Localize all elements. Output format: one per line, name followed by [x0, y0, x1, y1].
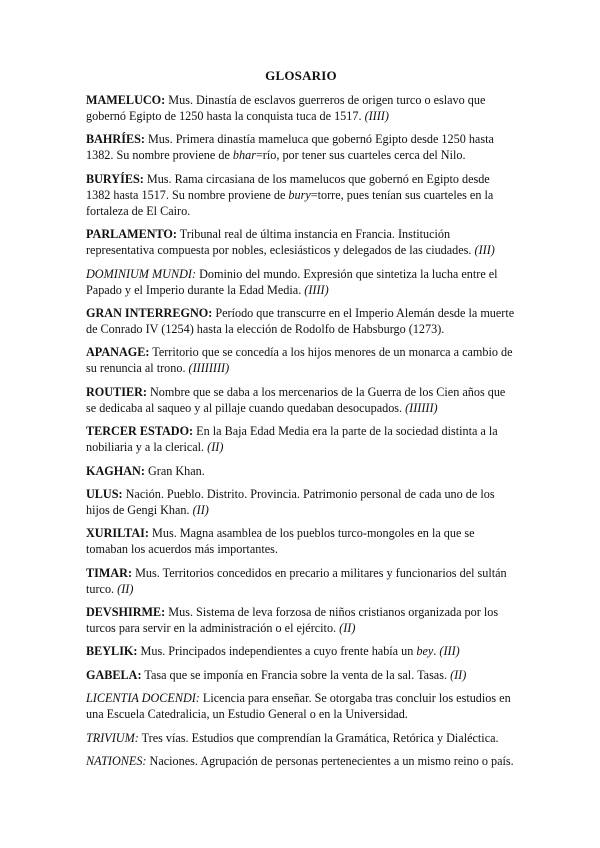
glossary-entry [86, 486, 516, 518]
glossary-entry [86, 604, 516, 636]
glossary-entry [86, 92, 516, 124]
document-page [86, 68, 516, 776]
definition-text: Territorio que se concedía a los hijos menores de un monarca a cambio de su renuncia al trono. [86, 345, 513, 376]
glossary-term: TIMAR: [86, 565, 133, 580]
glossary-term: BAHRÍES: [86, 132, 145, 147]
glossary-entry [86, 305, 516, 337]
reference-marker: (IIII) [304, 282, 329, 297]
definition-text: Período que transcurre en el Imperio Alemán desde la muerte de Conrado IV (1254) hasta la elección de Rodolfo de Habsburgo (1273). [86, 305, 515, 336]
definition-text: =río, por tener sus cuarteles cerca del Nilo. [255, 148, 466, 163]
glossary-entry [86, 667, 516, 683]
glossary-term: GABELA: [86, 667, 142, 682]
italic-word: bey [416, 644, 434, 659]
glossary-list [86, 92, 516, 769]
glossary-term: GRAN INTERREGNO: [86, 305, 213, 320]
reference-marker: (IIII) [364, 109, 389, 123]
reference-marker: (II) [207, 440, 224, 455]
glossary-term: PARLAMENTO: [86, 227, 177, 242]
glossary-entry [86, 344, 516, 376]
glossary-term: LICENTIA DOCENDI: [86, 691, 200, 706]
reference-marker: (II) [339, 621, 356, 636]
glossary-entry [86, 690, 516, 722]
definition-text: En la Baja Edad Media era la parte de la sociedad distinta a la nobiliaria y a la clerical. [86, 424, 498, 455]
glossary-term: ULUS: [86, 486, 123, 501]
definition-text: Mus. Principados independientes a cuyo frente había un [137, 644, 417, 659]
reference-marker: (III) [474, 243, 495, 258]
glossary-entry [86, 730, 516, 746]
glossary-entry [86, 226, 516, 258]
glossary-entry [86, 565, 516, 597]
reference-marker: (III) [439, 644, 460, 659]
reference-marker: (II) [450, 667, 467, 682]
definition-text: Tres vías. Estudios que comprendían la Gramática, Retórica y Dialéctica. [138, 730, 499, 745]
definition-text: Gran Khan. [144, 463, 205, 478]
definition-text: Dominio del mundo. Expresión que sintetiza la lucha entre el Papado y el Imperio durante la Edad Media. [86, 266, 498, 297]
glossary-term: DEVSHIRME: [86, 605, 166, 620]
italic-word: bhar [232, 148, 256, 163]
definition-text: Mus. Dinastía de esclavos guerreros de origen turco o eslavo que gobernó Egipto de 1250 hasta la conquista tuca de 1517. [86, 93, 486, 123]
page-title: GLOSARIO [265, 68, 337, 83]
reference-marker: (II) [117, 581, 134, 596]
glossary-term: BURYÍES: [86, 171, 144, 186]
glossary-term: NATIONES: [86, 754, 147, 769]
glossary-entry [86, 266, 516, 298]
glossary-term: TRIVIUM: [86, 730, 139, 745]
glossary-entry [86, 643, 516, 659]
definition-text: Licencia para enseñar. Se otorgaba tras concluir los estudios en una Escuela Catedralicia, un Estudio General o en la Universidad. [86, 691, 511, 722]
glossary-entry [86, 525, 516, 557]
glossary-term: DOMINIUM MUNDI: [86, 266, 197, 281]
glossary-entry [86, 753, 516, 769]
definition-text: Tasa que se imponía en Francia sobre la venta de la sal. Tasas. [141, 667, 451, 682]
definition-text: Tribunal real de última instancia en Francia. Institución representativa compuesta por nobles, eclesiásticos y delegados de las ciudades. [86, 227, 475, 258]
definition-text: Mus. Magna asamblea de los pueblos turco-mongoles en la que se tomaban los acuerdos más importantes. [86, 526, 475, 557]
glossary-term: KAGHAN: [86, 463, 145, 478]
glossary-term: MAMELUCO: [86, 93, 166, 107]
glossary-term: XURILTAI: [86, 526, 149, 541]
glossary-entry [86, 384, 516, 416]
glossary-term: BEYLIK: [86, 644, 138, 659]
glossary-entry [86, 171, 516, 219]
glossary-term: ROUTIER: [86, 384, 147, 399]
glossary-entry [86, 463, 516, 479]
definition-text: . [433, 644, 440, 659]
reference-marker: (IIIIIIII) [188, 361, 230, 376]
definition-text: Mus. Sistema de leva forzosa de niños cristianos organizada por los turcos para servir en la administración o el ejército. [86, 605, 499, 636]
reference-marker: (II) [192, 502, 209, 517]
glossary-entry [86, 423, 516, 455]
definition-text: Naciones. Agrupación de personas pertenecientes a un mismo reino o país. [146, 754, 514, 769]
glossary-term: TERCER ESTADO: [86, 424, 194, 439]
glossary-entry [86, 131, 516, 163]
reference-marker: (IIIIII) [405, 400, 438, 415]
definition-text: Mus. Rama circasiana de los mamelucos que gobernó en Egipto desde 1382 hasta 1517. Su nombre proviene de [86, 171, 490, 202]
glossary-term: APANAGE: [86, 345, 150, 360]
italic-word: bury [288, 187, 311, 202]
definition-text: Nación. Pueblo. Distrito. Provincia. Patrimonio personal de cada uno de los hijos de Gengi Khan. [86, 486, 495, 517]
definition-text: Nombre que se daba a los mercenarios de la Guerra de los Cien años que se dedicaba al saqueo y al pillaje cuando quedaban desocupados. [86, 384, 506, 415]
definition-text: =torre, pues tenían sus cuarteles en la fortaleza de El Cairo. [86, 187, 494, 218]
definition-text: Mus. Territorios concedidos en precario a militares y funcionarios del sultán turco. [86, 565, 507, 596]
definition-text: Mus. Primera dinastía mameluca que gobernó Egipto desde 1250 hasta 1382. Su nombre proviene de [86, 132, 494, 163]
